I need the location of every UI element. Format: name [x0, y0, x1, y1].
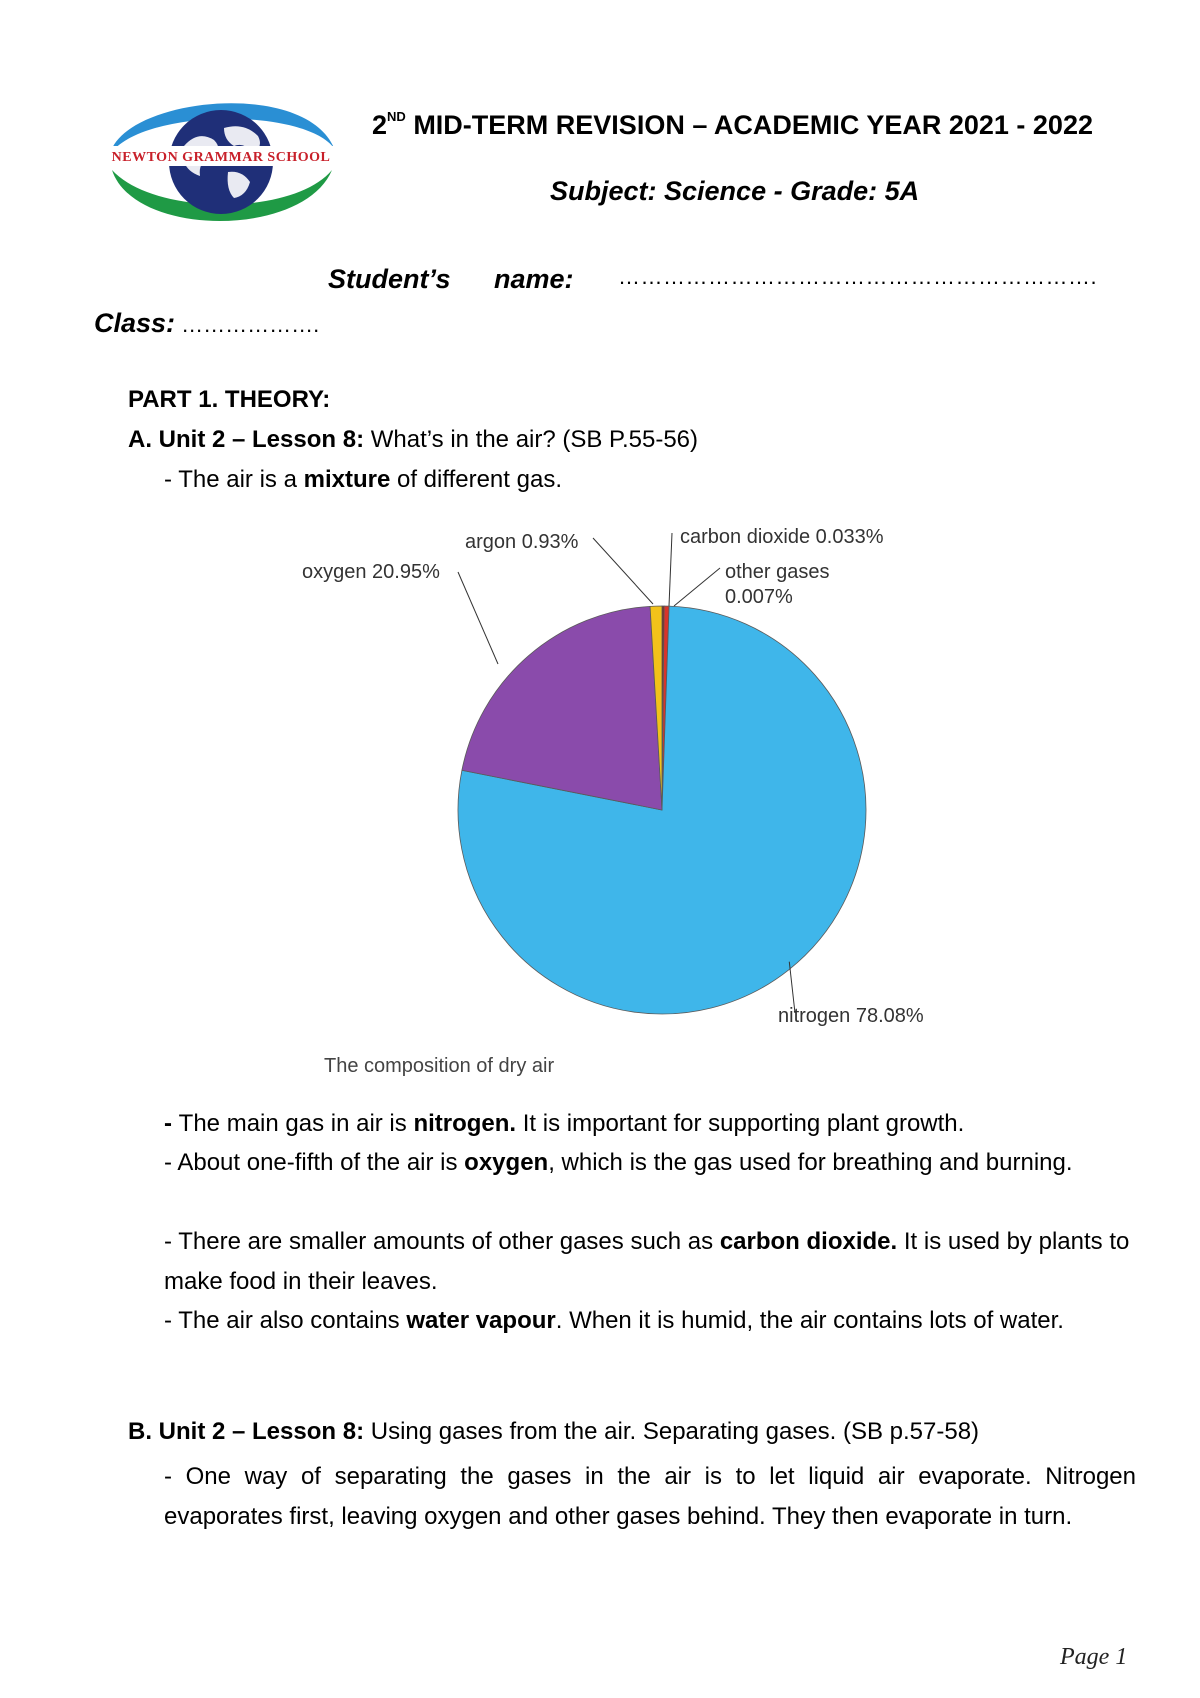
bullet-oxygen: - About one-fifth of the air is oxygen, which is the gas used for breathing and burning.: [164, 1149, 1073, 1176]
title-ordinal: 2: [372, 110, 388, 140]
title-text: MID-TERM REVISION – ACADEMIC YEAR 2021 - 2022: [405, 110, 1093, 140]
page-number: Page 1: [1060, 1644, 1128, 1670]
title-suffix: ND: [387, 109, 406, 124]
section-a-heading: [128, 426, 698, 454]
intro-line: - The air is a mixture of different gas.: [164, 466, 562, 493]
leader-line-oxygen: [458, 572, 498, 664]
bullet-nitrogen: - The main gas in air is nitrogen. It is important for supporting plant growth.: [164, 1110, 965, 1137]
pie-label-oxygen: oxygen 20.95%: [302, 561, 440, 583]
section-letter: A.: [128, 426, 152, 453]
part-heading: PART 1. THEORY:: [128, 386, 331, 413]
class-field[interactable]: ……………….: [175, 312, 320, 337]
student-name-label: Student’s name:: [328, 264, 574, 294]
section-topic: What’s in the air? (SB P.55-56): [364, 426, 699, 453]
section-unit: Unit 2 – Lesson 8:: [158, 426, 365, 453]
section-letter: B.: [128, 1418, 152, 1445]
pie-label-other-gases: other gases 0.007%: [725, 561, 830, 608]
section-unit: Unit 2 – Lesson 8:: [158, 1418, 365, 1445]
student-name-field[interactable]: ……………………………………………………….: [618, 264, 1098, 289]
bullet-water-vapour: - The air also contains water vapour. When it is humid, the air contains lots of water.: [164, 1307, 1064, 1334]
air-composition-pie-chart: [290, 520, 990, 1090]
logo-text: NEWTON GRAMMAR SCHOOL: [111, 150, 331, 165]
class-label: Class:: [94, 308, 176, 338]
bullet-carbon-dioxide: - There are smaller amounts of other gases such as carbon dioxide. It is used by plants to make food in their leaves.: [164, 1228, 1130, 1295]
chart-caption: The composition of dry air: [324, 1055, 555, 1077]
school-logo: [104, 88, 338, 232]
section-b-body: - One way of separating the gases in the air is to let liquid air evaporate. Nitrogen evaporates first, leaving oxygen and other gases behind. They then evaporate in turn.: [164, 1463, 1136, 1530]
pie-label-carbon-dioxide: carbon dioxide 0.033%: [680, 526, 884, 548]
leader-line-argon: [593, 538, 653, 604]
leader-line-other-gases: [674, 568, 720, 606]
section-b-heading: [128, 1418, 979, 1446]
page-title: [372, 110, 1093, 141]
class-row: [94, 308, 319, 339]
pie-label-nitrogen: nitrogen 78.08%: [778, 1005, 924, 1027]
section-topic: Using gases from the air. Separating gases. (SB p.57-58): [364, 1418, 980, 1445]
pie-label-argon: argon 0.93%: [465, 531, 579, 553]
subject-line: Subject: Science - Grade: 5A: [550, 176, 920, 206]
leader-line-carbon-dioxide: [669, 533, 672, 606]
